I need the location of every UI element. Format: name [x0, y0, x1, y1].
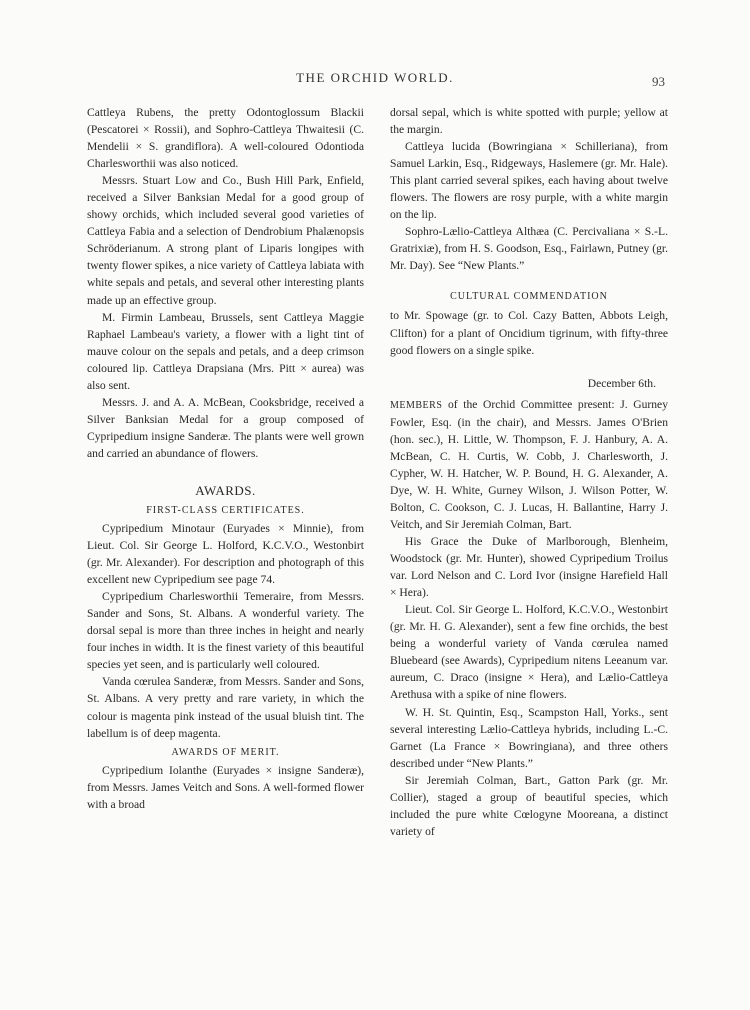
paragraph: M. Firmin Lambeau, Brussels, sent Cattleya Maggie Raphael Lambeau's variety, a flower with a light tint of mauve colour on the sepals and petals, and a deep crimson coloured lip. Cattleya Drapsiana (Mrs. Pitt × aurea) was also sent. [87, 310, 364, 392]
paragraph: Sophro-Lælio-Cattleya Althæa (C. Percivaliana × S.-L. Gratrixiæ), from H. S. Goodson, Esq., Fairlawn, Putney (gr. Mr. Day). See “New Plants.” [390, 225, 668, 273]
right-column [390, 104, 668, 840]
first-class-heading: FIRST-CLASS CERTIFICATES. [146, 504, 305, 516]
paragraph: W. H. St. Quintin, Esq., Scampston Hall, Yorks., sent several interesting Lælio-Cattleya hybrids, including L.-C. Garnet (La France × Bowringiana), and three others described under “New Plants.” [390, 705, 668, 770]
awards-heading: AWARDS. [195, 482, 256, 498]
paragraph: to Mr. Spowage (gr. to Col. Cazy Batten, Abbots Leigh, Clifton) for a plant of Oncidium tigrinum, with fifty-three good flowers on a single spike. [390, 309, 668, 357]
paragraph: dorsal sepal, which is white spotted with purple; yellow at the margin. [390, 106, 668, 137]
page-number: 93 [652, 74, 665, 89]
paragraph: His Grace the Duke of Marlborough, Blenheim, Woodstock (gr. Mr. Hunter), showed Cypripedium Troilus var. Lord Nelson and C. Lord Ivor (insigne Harefield Hall × Hera). [390, 535, 668, 600]
paragraph: Vanda cœrulea Sanderæ, from Messrs. Sander and Sons, St. Albans. A very pretty and rare variety, in which the colour is magenta pink instead of the usual bluish tint. The labellum is of deep magenta. [87, 675, 364, 740]
lead-in-word: MEMBERS [390, 399, 443, 411]
paragraph [390, 396, 668, 533]
cultural-commendation-heading: CULTURAL COMMENDATION [450, 291, 608, 303]
paragraph: Lieut. Col. Sir George L. Holford, K.C.V.O., Westonbirt (gr. Mr. H. G. Alexander), sent a few fine orchids, the best being a wonderful variety of Vanda cœrulea named Bluebeard (see Awards), Cypripedium nitens Leeanum var. aureum, C. Draco (insigne × Hera), and Lælio-Cattleya Arethusa with a spike of nine flowers. [390, 603, 668, 702]
paragraph: Cattleya Rubens, the pretty Odontoglossum Blackii (Pescatorei × Rossii), and Sophro-Cattleya Thwaitesii (C. Mendelii × S. grandiflora). A well-coloured Odontioda Charlesworthii was also noticed. [87, 106, 364, 171]
paragraph: Cypripedium Minotaur (Euryades × Minnie), from Lieut. Col. Sir George L. Holford, K.C.V.O., Westonbirt (gr. Mr. Alexander). For description and photograph of this excellent new Cypripedium see page 74. [87, 521, 364, 587]
running-head: THE ORCHID WORLD. [296, 70, 454, 85]
merit-heading: AWARDS OF MERIT. [171, 746, 280, 758]
paragraph: Cypripedium Iolanthe (Euryades × insigne Sanderæ), from Messrs. James Veitch and Sons. A well-formed flower with a broad [87, 763, 364, 811]
paragraph: Messrs. Stuart Low and Co., Bush Hill Park, Enfield, received a Silver Banksian Medal for a good group of showy orchids, which included several good varieties of Cattleya Fabia and a selection of Dendrobium Phalænopsis Schröderianum. A strong plant of Liparis longipes with twenty flower spikes, a nice variety of Cattleya labiata with white sepals and petals, and several other interesting plants made up an effective group. [87, 174, 364, 307]
date-heading: December 6th. [587, 376, 656, 390]
paragraph: Messrs. J. and A. A. McBean, Cooksbridge, received a Silver Banksian Medal for a group composed of Cypripedium insigne Sanderæ. The plants were well grown and carried an abundance of flowers. [87, 395, 364, 460]
paragraph: Sir Jeremiah Colman, Bart., Gatton Park (gr. Mr. Collier), staged a group of beautiful species, which included the pure white Cœlogyne Mooreana, a distinct variety of [390, 773, 668, 838]
left-column [87, 104, 364, 813]
paragraph: Cattleya lucida (Bowringiana × Schilleriana), from Samuel Larkin, Esq., Ridgeways, Haslemere (gr. Mr. Hale). This plant carried several spikes, each having about twelve flowers. The flowers are rosy purple, with a white margin on the lip. [390, 140, 668, 222]
paragraph: Cypripedium Charlesworthii Temeraire, from Messrs. Sander and Sons, St. Albans. A wonderful variety. The dorsal sepal is more than three inches in height and nearly four inches in width. It is the finest variety of this beautiful species yet seen, and is particularly well coloured. [87, 590, 364, 672]
paragraph-text: of the Orchid Committee present: J. Gurney Fowler, Esq. (in the chair), and Messrs. James O'Brien (hon. sec.), H. Little, W. Thompson, F. J. Hanbury, A. A. McBean, C. H. Curtis, W. Cobb, J. Charlesworth, J. Cypher, W. H. Hatcher, W. P. Bound, H. G. Alexander, A. Dye, W. H. White, Gurney Wilson, J. Wilson Potter, W. Bolton, C. Cookson, C. J. Lucas, H. Ballantine, Harry J. Veitch, and Sir Jeremiah Colman, Bart. [390, 397, 668, 531]
